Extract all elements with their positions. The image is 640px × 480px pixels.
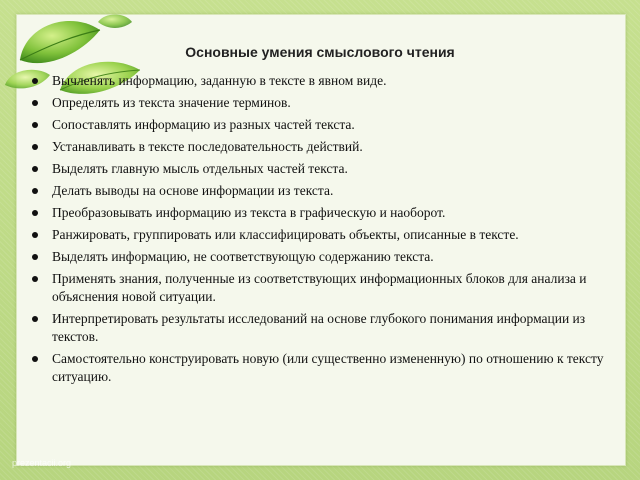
list-item-text: Ранжировать, группировать или классифицировать объекты, описанные в тексте. — [52, 227, 519, 242]
list-item-text: Делать выводы на основе информации из текста. — [52, 183, 334, 198]
list-item-text: Выделять информацию, не соответствующую содержанию текста. — [52, 249, 434, 264]
bullet-icon — [32, 356, 38, 362]
bullet-icon — [32, 78, 38, 84]
list-item-text: Сопоставлять информацию из разных частей текста. — [52, 117, 355, 132]
list-item — [28, 138, 608, 156]
list-item-text: Применять знания, полученные из соответствующих информационных блоков для анализа и объяснения новой ситуации. — [52, 271, 587, 304]
bullet-icon — [32, 276, 38, 282]
bullet-list — [28, 72, 608, 390]
bullet-icon — [32, 188, 38, 194]
bullet-icon — [32, 144, 38, 150]
list-item — [28, 204, 608, 222]
list-item-text: Устанавливать в тексте последовательность действий. — [52, 139, 363, 154]
bullet-icon — [32, 122, 38, 128]
list-item-text: Выделять главную мысль отдельных частей текста. — [52, 161, 348, 176]
list-item — [28, 182, 608, 200]
bullet-icon — [32, 100, 38, 106]
list-item — [28, 350, 608, 386]
list-item — [28, 94, 608, 112]
list-item — [28, 310, 608, 346]
bullet-icon — [32, 232, 38, 238]
list-item — [28, 160, 608, 178]
list-item-text: Определять из текста значение терминов. — [52, 95, 291, 110]
list-item — [28, 248, 608, 266]
list-item-text: Интерпретировать результаты исследований на основе глубокого понимания информации из текстов. — [52, 311, 586, 344]
bullet-icon — [32, 166, 38, 172]
list-item — [28, 116, 608, 134]
list-item-text: Вычленять информацию, заданную в тексте в явном виде. — [52, 73, 387, 88]
watermark-text: prezentacii.org — [12, 458, 72, 468]
slide-title: Основные умения смыслового чтения — [185, 44, 455, 60]
list-item — [28, 270, 608, 306]
list-item — [28, 226, 608, 244]
list-item-text: Преобразовывать информацию из текста в графическую и наоборот. — [52, 205, 446, 220]
bullet-icon — [32, 316, 38, 322]
list-item-text: Самостоятельно конструировать новую (или существенно измененную) по отношению к тексту ситуацию. — [52, 351, 604, 384]
list-item — [28, 72, 608, 90]
bullet-icon — [32, 254, 38, 260]
bullet-icon — [32, 210, 38, 216]
